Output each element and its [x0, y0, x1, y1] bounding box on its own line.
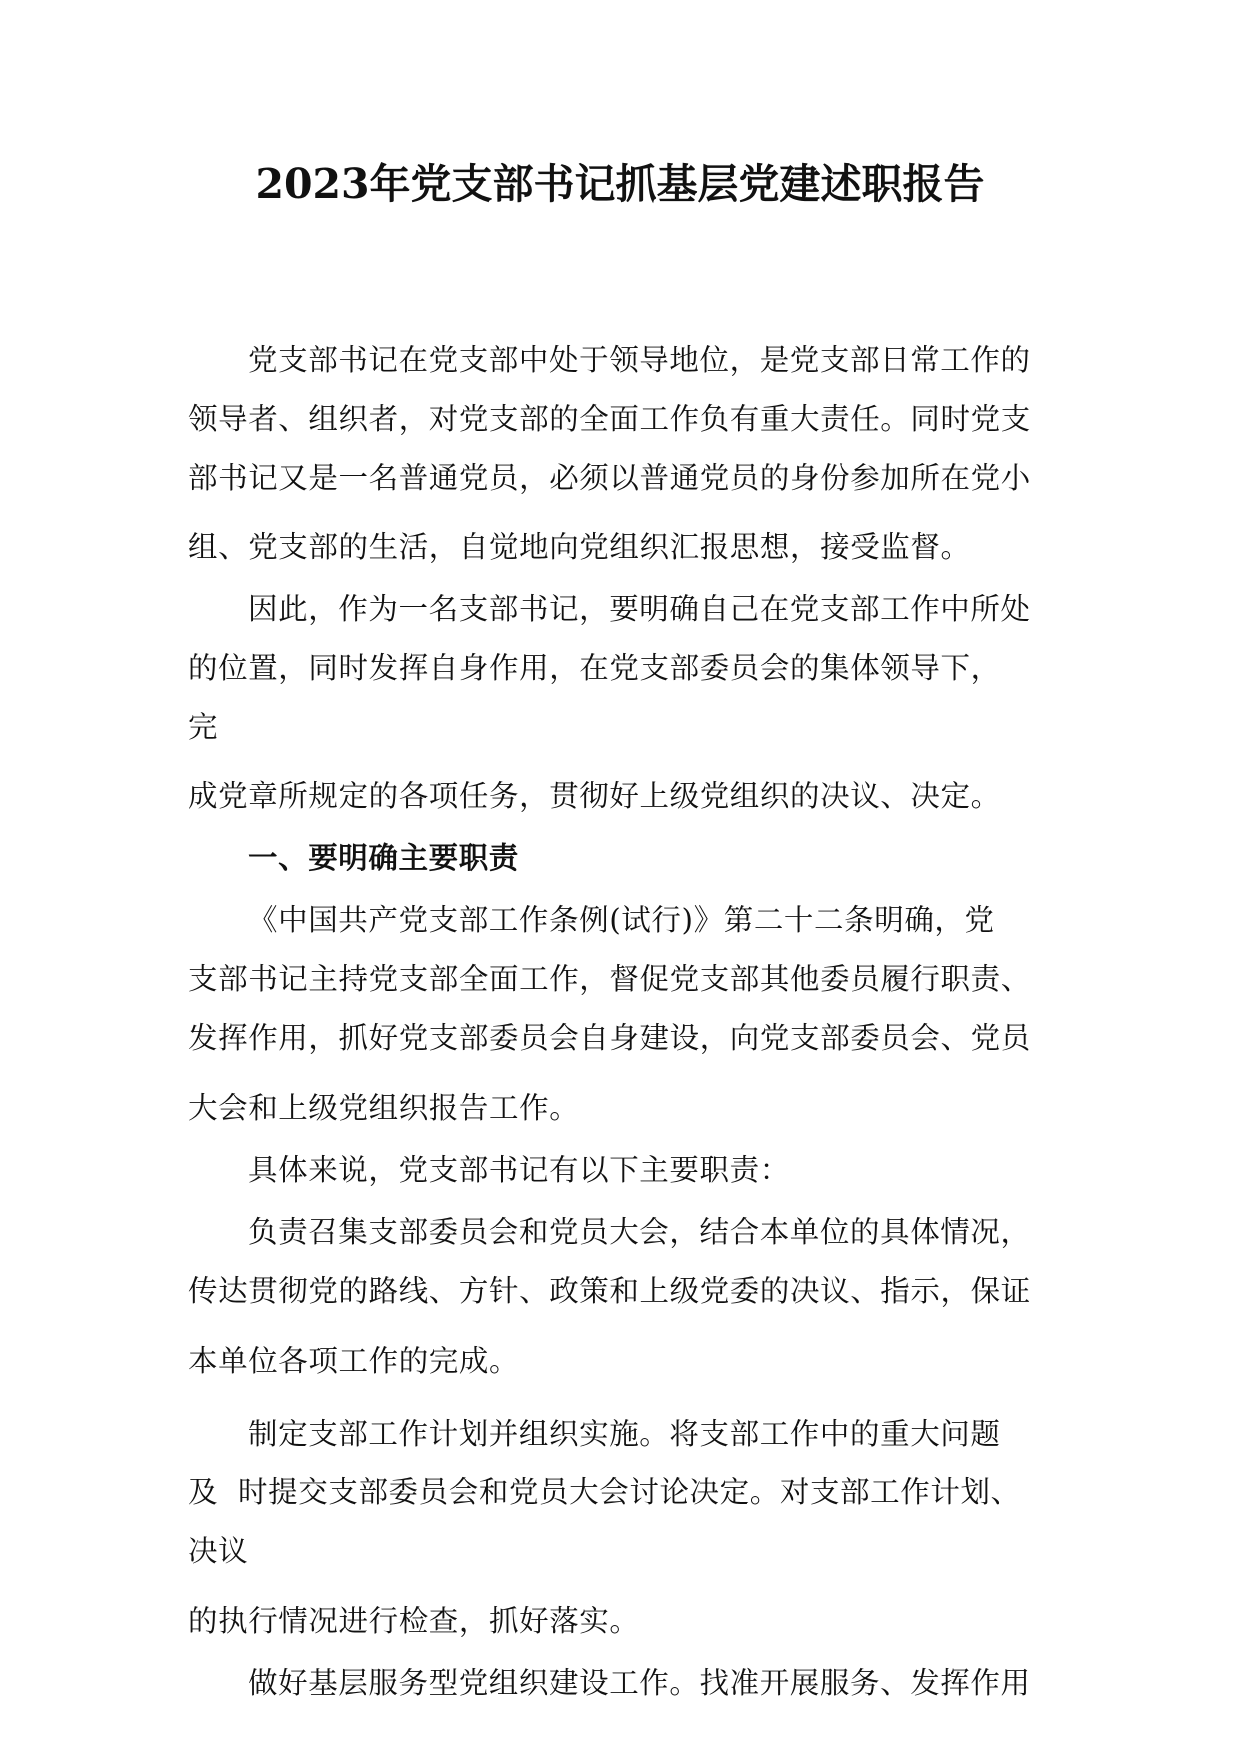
paragraph-line: 因此，作为一名支部书记，要明确自己在党支部工作中所处	[248, 592, 1031, 626]
paragraph-line: 决议	[188, 1534, 249, 1568]
paragraph-line: 的执行情况进行检查，抓好落实。	[188, 1604, 640, 1638]
paragraph-line: 负责召集支部委员会和党员大会，结合本单位的具体情况，	[248, 1215, 1031, 1249]
paragraph-line: 部书记又是一名普通党员，必须以普通党员的身份参加所在党小	[188, 461, 1031, 495]
paragraph-line: 制定支部工作计划并组织实施。将支部工作中的重大问题	[248, 1417, 1001, 1451]
paragraph-line: 《中国共产党支部工作条例(试行)》第二十二条明确，党	[248, 903, 995, 937]
paragraph-line: 支部书记主持党支部全面工作，督促党支部其他委员履行职责、	[188, 962, 1031, 996]
paragraph-line: 成党章所规定的各项任务，贯彻好上级党组织的决议、决定。	[188, 779, 1001, 813]
paragraph-line: 发挥作用，抓好党支部委员会自身建设，向党支部委员会、党员	[188, 1021, 1031, 1055]
paragraph-line: 传达贯彻党的路线、方针、政策和上级党委的决议、指示，保证	[188, 1274, 1031, 1308]
paragraph-line: 完	[188, 710, 219, 744]
paragraph-line: 的位置，同时发挥自身作用，在党支部委员会的集体领导下，	[188, 651, 1001, 685]
paragraph-line: 本单位各项工作的完成。	[188, 1344, 520, 1378]
paragraph-line: 领导者、组织者，对党支部的全面工作负有重大责任。同时党支	[188, 402, 1031, 436]
paragraph-line: 及 时提交支部委员会和党员大会讨论决定。对支部工作计划、	[188, 1475, 1021, 1509]
paragraph-line: 做好基层服务型党组织建设工作。找准开展服务、发挥作用	[248, 1666, 1031, 1700]
section-heading: 一、要明确主要职责	[248, 840, 519, 875]
paragraph-line: 大会和上级党组织报告工作。	[188, 1091, 580, 1125]
paragraph-line: 组、党支部的生活，自觉地向党组织汇报思想，接受监督。	[188, 530, 971, 564]
paragraph-line: 具体来说，党支部书记有以下主要职责：	[248, 1153, 790, 1187]
document-title: 2023年党支部书记抓基层党建述职报告	[255, 160, 985, 208]
paragraph-line: 党支部书记在党支部中处于领导地位，是党支部日常工作的	[248, 343, 1031, 377]
